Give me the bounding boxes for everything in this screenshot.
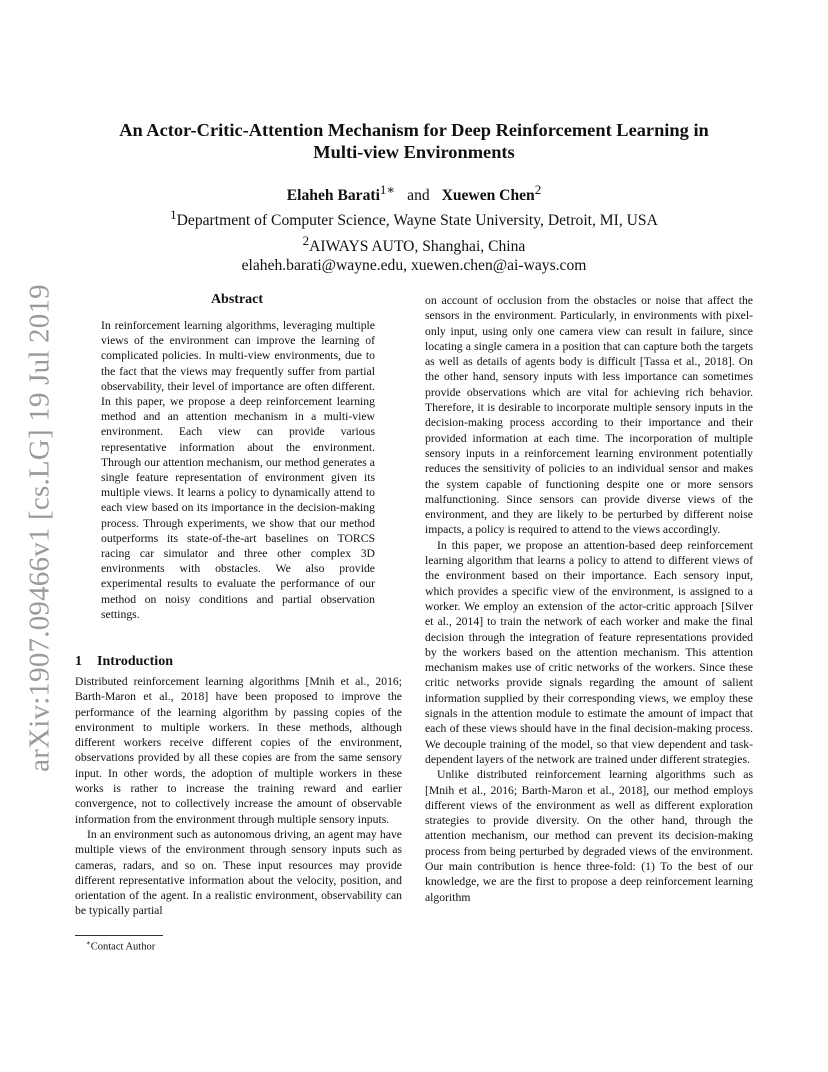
- section-number: 1: [75, 654, 82, 669]
- right-paragraph-3: Unlike distributed reinforcement learning algorithms such as [Mnih et al., 2016; Barth-Maron et al., 2018], our method employs different views of the environment as well as different exploration strategies to provide diversity. On the other hand, through the attention mechanism, our method can prevent its decision-making process from being perturbed by degraded views of the environment. Our main contribution is hence three-fold: (1) To the best of our knowledge, we are the first to propose a deep reinforcement learning algorithm: [425, 768, 753, 904]
- introduction-left-column: [75, 674, 402, 919]
- author-2-name: Xuewen Chen: [441, 187, 535, 205]
- footnote-rule: [75, 935, 163, 936]
- right-column-text: [425, 293, 753, 905]
- affiliation-2-sup: 2: [302, 232, 310, 248]
- author-conjunction: and: [407, 187, 430, 205]
- section-title: Introduction: [97, 654, 173, 669]
- title-line-2: Multi-view Environments: [313, 142, 515, 162]
- affiliation-2: [80, 231, 748, 257]
- right-paragraph-2: In this paper, we propose an attention-based deep reinforcement learning algorithm that learns a policy to attend to different views of the environment based on their importance. Each sensory input, which provides a specific view of the environment, is assigned to a worker. We employ an extension of the actor-critic approach [Silver et al., 2014] to train the network of each worker and make the final decision through the integration of feature representations provided by the workers based on the attention mechanism. This attention mechanism makes use of critic networks of the workers. Since these critic networks provide signals regarding the amount of salient information supplied by their corresponding views, we employ these signals in the attention module to estimate the amount of impact that each of these views should have in the final decision-making process. We decouple training of the model, so that view dependent and task-dependent layers of the network are trained under different strategies.: [425, 538, 753, 766]
- author-1-sup: 1∗: [379, 182, 396, 197]
- footnote-mark: ∗: [86, 939, 91, 947]
- abstract-body: [101, 318, 375, 622]
- intro-paragraph-1: Distributed reinforcement learning algorithms [Mnih et al., 2016; Barth-Maron et al., 2018] have been proposed to improve the performance of the learning algorithm by passing copies of the environment to multiple workers. In these methods, although different workers receive different copies of the environment, observations provided by all these copies are from the same sensory input. In other words, the adoption of multiple workers in these works is rather to increase the training reward and earlier convergence, not to collectively increase the amount of observable information from the environment through multiple sensory inputs.: [75, 675, 402, 826]
- affiliations: [80, 205, 748, 276]
- abstract-heading: Abstract: [210, 292, 264, 307]
- affiliation-1-text: Department of Computer Science, Wayne State University, Detroit, MI, USA: [176, 212, 658, 230]
- intro-paragraph-2: In an environment such as autonomous driving, an agent may have multiple views of the environment through sensory inputs such as cameras, radars, and so on. These input resources may provide different representative information about the velocity, position, and orientation of the agent. In a realistic environment, observability can be typically partial: [75, 827, 402, 918]
- right-paragraph-1: on account of occlusion from the obstacles or noise that affect the sensors in the environment. Particularly, in environments with pixel-only input, using only one camera view can result in failure, since locating a single camera in a position that can capture both the targets as well as details of agents body is difficult [Tassa et al., 2018]. On the other hand, sensory inputs with less importance can sometimes provide observations which are vital for achieving rich behavior. Therefore, it is desirable to incorporate multiple sensory inputs in the decision-making process according to their importance and their provided information at each time. The incorporation of multiple sensory inputs in a reinforcement learning environment potentially reduces the sensitivity of policies to an individual sensor and makes the system capable of functioning despite one or more sensors malfunctioning. Since sensors can provide diverse views of the environment, and they are likely to be perturbed by different noise impacts, a policy is required to attend to the views accordingly.: [425, 294, 753, 537]
- affiliation-1-sup: 1: [170, 207, 177, 222]
- author-list: [80, 180, 748, 206]
- author-1-name: Elaheh Barati: [286, 187, 380, 205]
- title-line-1: An Actor-Critic-Attention Mechanism for Deep Reinforcement Learning in: [119, 120, 709, 140]
- footnote: [86, 939, 155, 953]
- affiliation-2-text: AIWAYS AUTO, Shanghai, China: [309, 237, 526, 255]
- abstract-paragraph: In reinforcement learning algorithms, leveraging multiple views of the environment can improve the learning of complicated policies. In multi-view environments, due to the fact that the views may frequently suffer from partial observability, their level of importance are often different. In this paper, we propose a deep reinforcement learning method and an attention mechanism in a multi-view environment. Each view can provide various representative information about the environment. Through our attention mechanism, our method generates a single feature representation of environment given its multiple views. It learns a policy to dynamically attend to each view based on its importance in the decision-making process. Through experiments, we show that our method outperforms its state-of-the-art baselines on TORCS racing car simulator and three other complex 3D environments with obstacles. We also provide experimental results to evaluate the performance of our method on noisy conditions and partial observation settings.: [101, 319, 375, 621]
- footnote-text: Contact Author: [90, 941, 156, 953]
- arxiv-identifier-stamp: [22, 284, 58, 772]
- paper-title: [80, 119, 748, 163]
- author-emails: elaheh.barati@wayne.edu, xuewen.chen@ai-ways.com: [241, 257, 587, 275]
- affiliation-1: [80, 205, 748, 231]
- author-2-sup: 2: [534, 182, 542, 197]
- arxiv-id-text: arXiv:1907.09466v1 [cs.LG] 19 Jul 2019: [23, 284, 56, 772]
- section-heading-introduction: [75, 654, 173, 670]
